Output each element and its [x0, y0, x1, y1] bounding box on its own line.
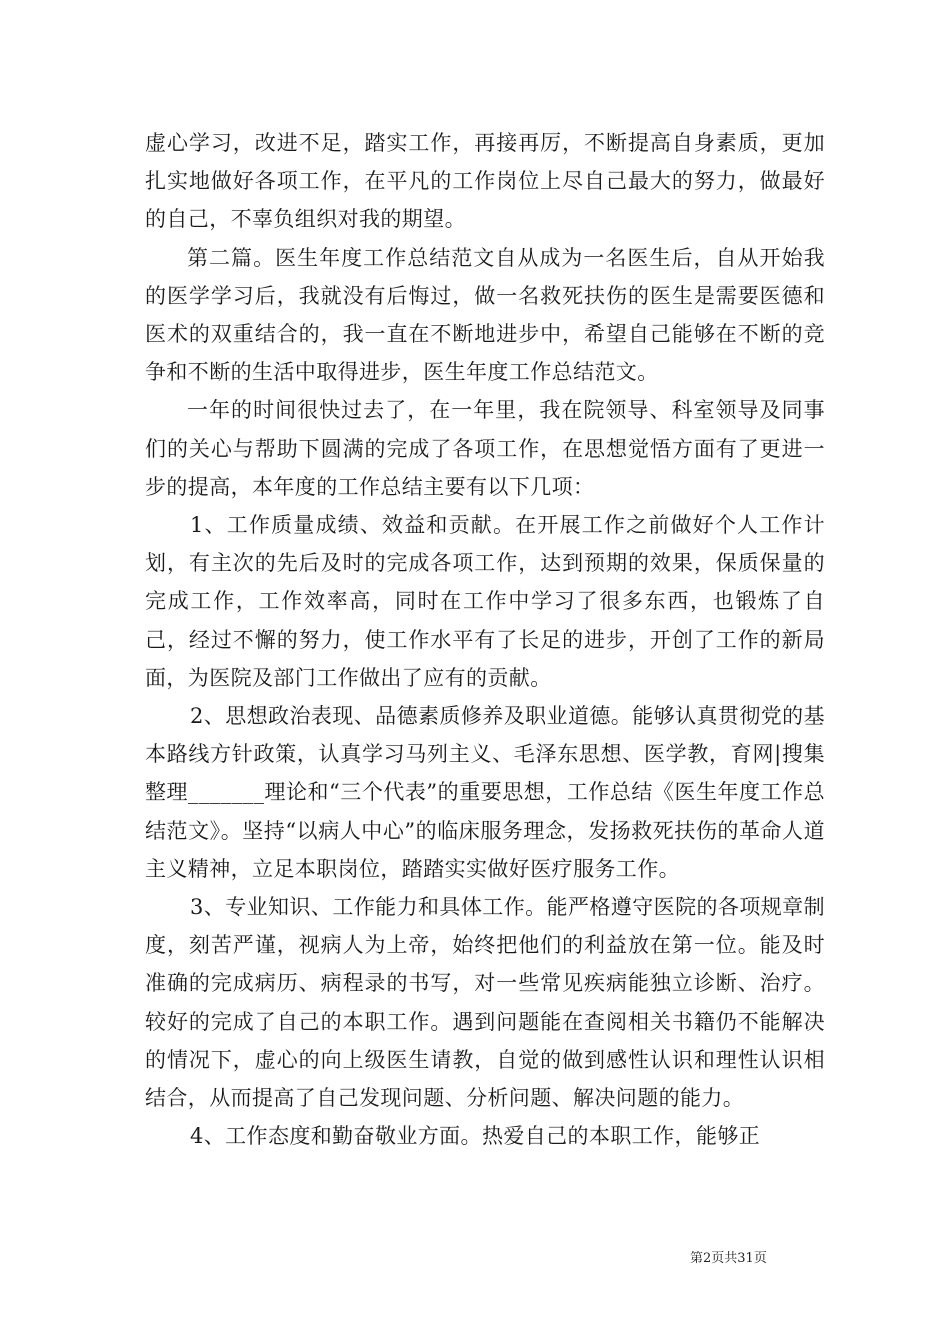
paragraph-continuation: 虚心学习，改进不足，踏实工作，再接再厉，不断提高自身素质，更加扎实地做好各项工作，在平凡的工作岗位上尽自己最大的努力，做最好的自己，不辜负组织对我的期望。 [145, 131, 825, 232]
paragraph-item-1: 1、工作质量成绩、效益和贡献。在开展工作之前做好个人工作计划，有主次的先后及时的完成各项工作，达到预期的效果，保质保量的完成工作，工作效率高，同时在工作中学习了很多东西，也锻炼了自己，经过不懈的努力，使工作水平有了长足的进步，开创了工作的新局面，为医院及部门工作做出了应有的贡献。 [145, 513, 825, 690]
paragraph-item-4: 4、工作态度和勤奋敬业方面。热爱自己的本职工作，能够正 [190, 1124, 761, 1149]
document-body [145, 124, 825, 1155]
page-number-footer: 第2页共31页 [690, 1251, 767, 1266]
paragraph-item-2: 2、思想政治表现、品德素质修养及职业道德。能够认真贯彻党的基本路线方针政策，认真学习马列主义、毛泽东思想、医学教，育网|搜集整理_______理论和“三个代表”的重要思想，工作总结《医生年度工作总结范文》。坚持“以病人中心”的临床服务理念，发扬救死扶伤的革命人道主义精神，立足本职岗位，踏踏实实做好医疗服务工作。 [145, 704, 825, 881]
paragraph-section-two-intro: 第二篇。医生年度工作总结范文自从成为一名医生后，自从开始我的医学学习后，我就没有后悔过，做一名救死扶伤的医生是需要医德和医术的双重结合的，我一直在不断地进步中，希望自己能够在不断的竞争和不断的生活中取得进步，医生年度工作总结范文。 [145, 245, 825, 385]
paragraph-year-summary: 一年的时间很快过去了，在一年里，我在院领导、科室领导及同事们的关心与帮助下圆满的完成了各项工作，在思想觉悟方面有了更进一步的提高，本年度的工作总结主要有以下几项： [145, 398, 825, 499]
paragraph-item-3: 3、专业知识、工作能力和具体工作。能严格遵守医院的各项规章制度，刻苦严谨，视病人为上帝，始终把他们的利益放在第一位。能及时准确的完成病历、病程录的书写，对一些常见疾病能独立诊断、治疗。较好的完成了自己的本职工作。遇到问题能在查阅相关书籍仍不能解决的情况下，虚心的向上级医生请教，自觉的做到感性认识和理性认识相结合，从而提高了自己发现问题、分析问题、解决问题的能力。 [145, 895, 825, 1111]
